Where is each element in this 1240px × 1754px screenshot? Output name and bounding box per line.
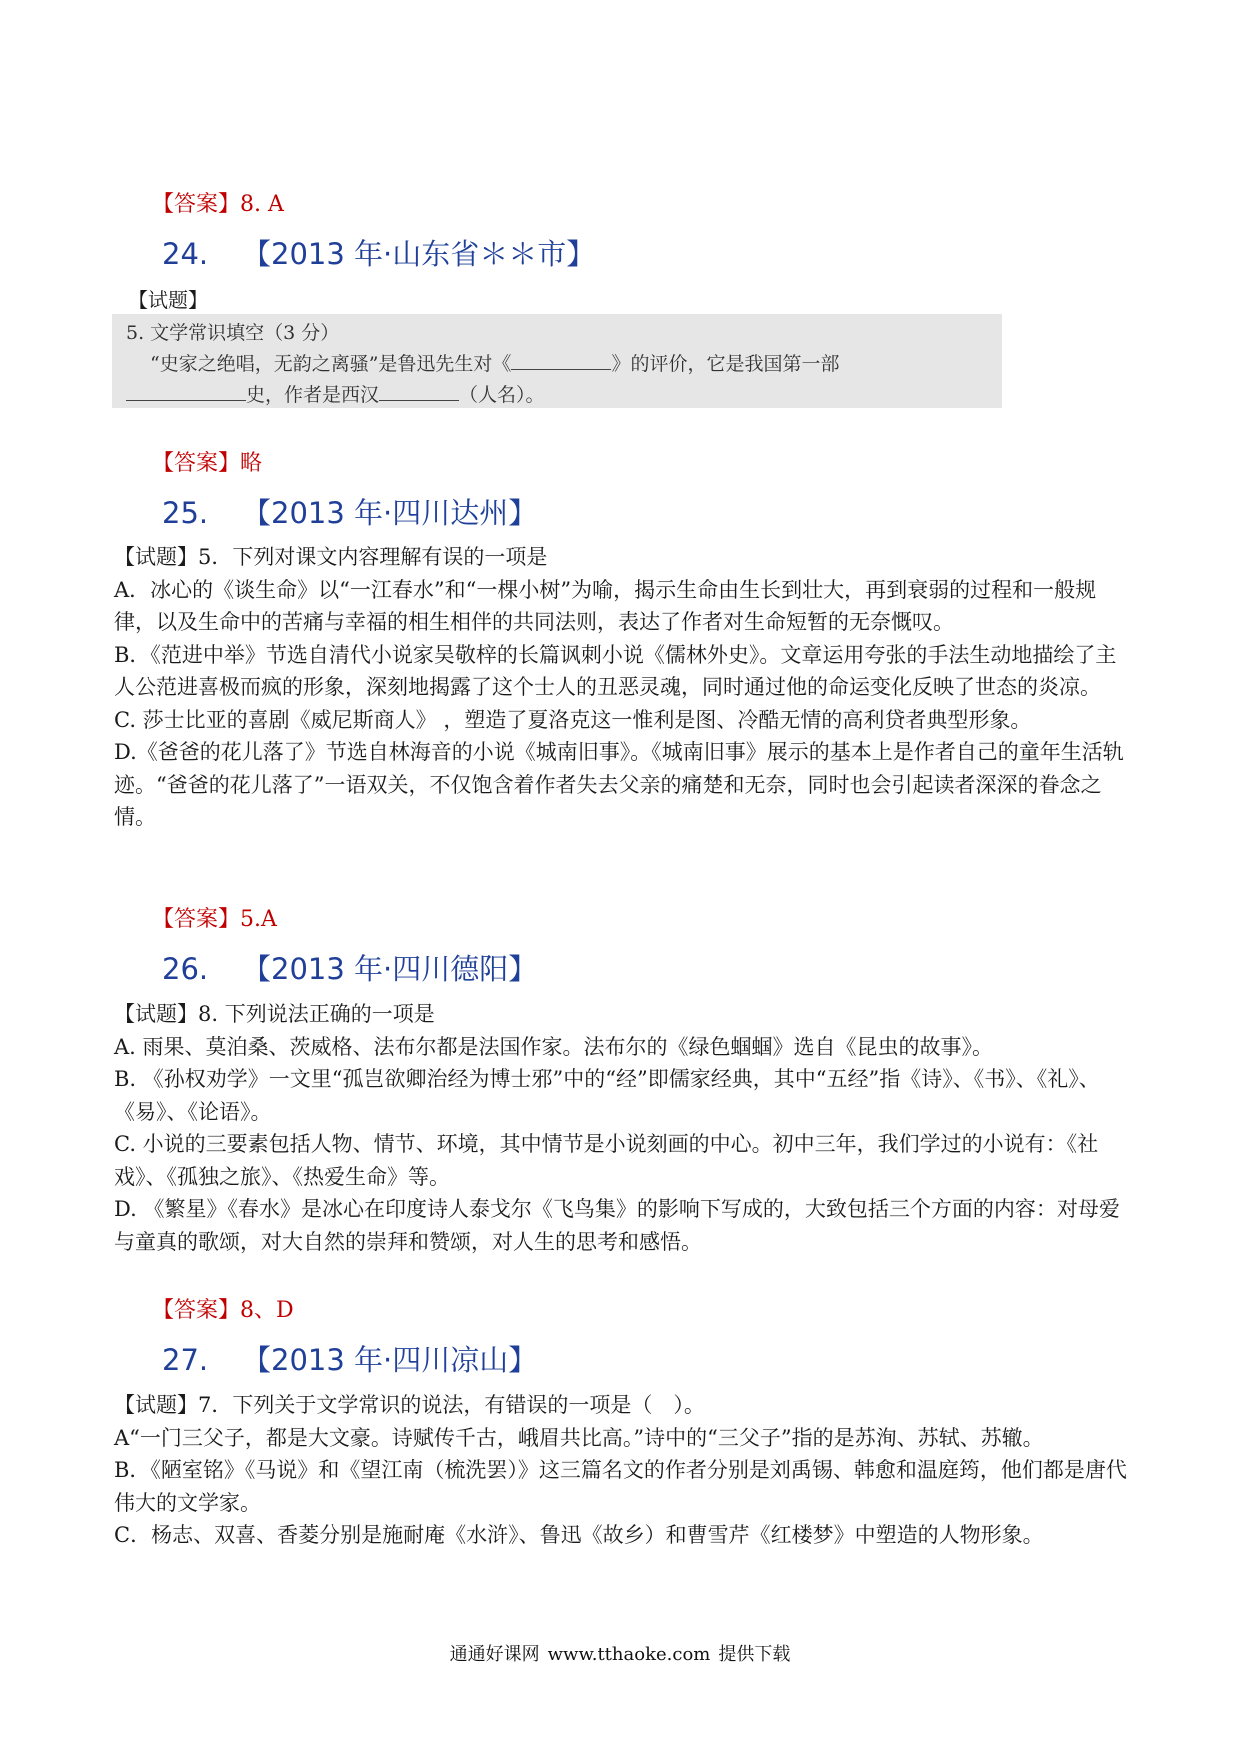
answer-q25 (152, 902, 277, 933)
question-title: 【2013 年·四川德阳】 (242, 952, 538, 986)
option-c: C．杨志、双喜、香菱分别是施耐庵《水浒》、鲁迅《故乡）和曹雪芹《红楼梦》中塑造的人物形象。 (114, 1523, 1044, 1547)
footer-url: www.tthaoke.com (547, 1644, 711, 1665)
scan-line-2b: 》的评价，它是我国第一部 (611, 353, 840, 375)
question-heading-24 (162, 232, 595, 273)
answer-label: 【答案】 (152, 907, 241, 932)
answer-q23 (152, 187, 284, 218)
fill-blank (126, 400, 246, 401)
answer-value: 5.A (240, 907, 277, 932)
option-b: B．《陋室铭》《马说》和《望江南（梳洗罢）》这三篇名文的作者分别是刘禹锡、韩愈和温庭筠，他们都是唐代伟大的文学家。 (114, 1458, 1127, 1515)
answer-value: 8、D (240, 1298, 294, 1323)
answer-value: 8. A (240, 192, 284, 217)
answer-value: 略 (240, 451, 263, 476)
scan-line-2 (150, 349, 839, 376)
option-a: A．冰心的《谈生命》以“一江春水”和“一棵小树”为喻，揭示生命由生长到壮大，再到衰弱的过程和一般规律，以及生命中的苦痛与幸福的相生相伴的共同法则，表达了作者对生命短暂的无奈慨叹。 (114, 577, 1097, 634)
option-d: D.《爸爸的花儿落了》节选自林海音的小说《城南旧事》。《城南旧事》展示的基本上是作者自己的童年生活轨迹。“爸爸的花儿落了”一语双关，不仅饱含着作者失去父亲的痛楚和无奈，同时也会引起读者深深的眷念之情。 (114, 740, 1124, 829)
option-a: A“一门三父子，都是大文豪。诗赋传千古，峨眉共比高。”诗中的“三父子”指的是苏洵、苏轼、苏辙。 (114, 1425, 1044, 1450)
question-stem: 【试题】5．下列对课文内容理解有误的一项是 (114, 545, 548, 569)
scan-line-3b: （人名）。 (459, 384, 545, 406)
scan-line-2a: “史家之绝唱，无韵之离骚”是鲁迅先生对《 (150, 353, 512, 375)
question-number: 26. (162, 952, 209, 986)
question-body-27 (114, 1389, 1134, 1552)
question-title: 【2013 年·四川达州】 (242, 496, 538, 530)
question-body-25 (114, 541, 1134, 834)
question-heading-25 (162, 491, 537, 532)
answer-q26 (152, 1293, 294, 1324)
question-number: 24. (162, 237, 209, 271)
answer-q24 (152, 446, 262, 477)
option-c: C. 莎士比亚的喜剧《威尼斯商人》 ，塑造了夏洛克这一惟利是图、冷酷无情的高利贷者典型形象。 (114, 707, 1032, 732)
question-body-26 (114, 998, 1134, 1258)
fill-blank (379, 400, 459, 401)
question-heading-27 (162, 1338, 537, 1379)
question-number: 27. (162, 1343, 209, 1377)
fill-blank (511, 369, 611, 370)
question-title: 【2013 年·四川凉山】 (242, 1343, 538, 1377)
answer-label: 【答案】 (152, 192, 241, 217)
footer-site: 通通好课网 (449, 1644, 540, 1665)
page-footer (0, 1640, 1240, 1666)
question-number: 25. (162, 496, 209, 530)
option-c: C. 小说的三要素包括人物、情节、环境，其中情节是小说刻画的中心。初中三年，我们学过的小说有：《社戏》、《孤独之旅》、《热爱生命》等。 (114, 1132, 1099, 1189)
scan-line-1: 5. 文学常识填空（3 分） (126, 322, 340, 344)
question-label: 【试题】 (128, 288, 208, 312)
footer-suffix: 提供下载 (718, 1644, 791, 1665)
answer-label: 【答案】 (152, 1298, 241, 1323)
question-heading-26 (162, 947, 537, 988)
option-b: B．《范进中举》节选自清代小说家吴敬梓的长篇讽刺小说《儒林外史》。文章运用夸张的手法生动地描绘了主人公范进喜极而疯的形象，深刻地揭露了这个士人的丑恶灵魂，同时通过他的命运变化反映了世态的炎凉。 (114, 642, 1117, 699)
question-stem: 【试题】8. 下列说法正确的一项是 (114, 1002, 435, 1026)
scan-line-3a: 史，作者是西汉 (246, 384, 380, 406)
option-b: B. 《孙权劝学》一文里“孤岂欲卿治经为博士邪”中的“经”即儒家经典，其中“五经”指《诗》、《书》、《礼》、《易》、《论语》。 (114, 1067, 1100, 1124)
question-stem: 【试题】7．下列关于文学常识的说法，有错误的一项是（ ）。 (114, 1393, 705, 1417)
scan-line-3 (126, 380, 545, 407)
option-a: A. 雨果、莫泊桑、茨威格、法布尔都是法国作家。法布尔的《绿色蝈蝈》选自《昆虫的故事》。 (114, 1034, 994, 1059)
scanned-question-image (112, 314, 1002, 408)
option-d: D. 《繁星》《春水》是冰心在印度诗人泰戈尔《飞鸟集》的影响下写成的，大致包括三个方面的内容：对母爱与童真的歌颂，对大自然的崇拜和赞颂，对人生的思考和感悟。 (114, 1197, 1120, 1254)
question-title: 【2013 年·山东省＊＊市】 (242, 237, 596, 271)
answer-label: 【答案】 (152, 451, 241, 476)
